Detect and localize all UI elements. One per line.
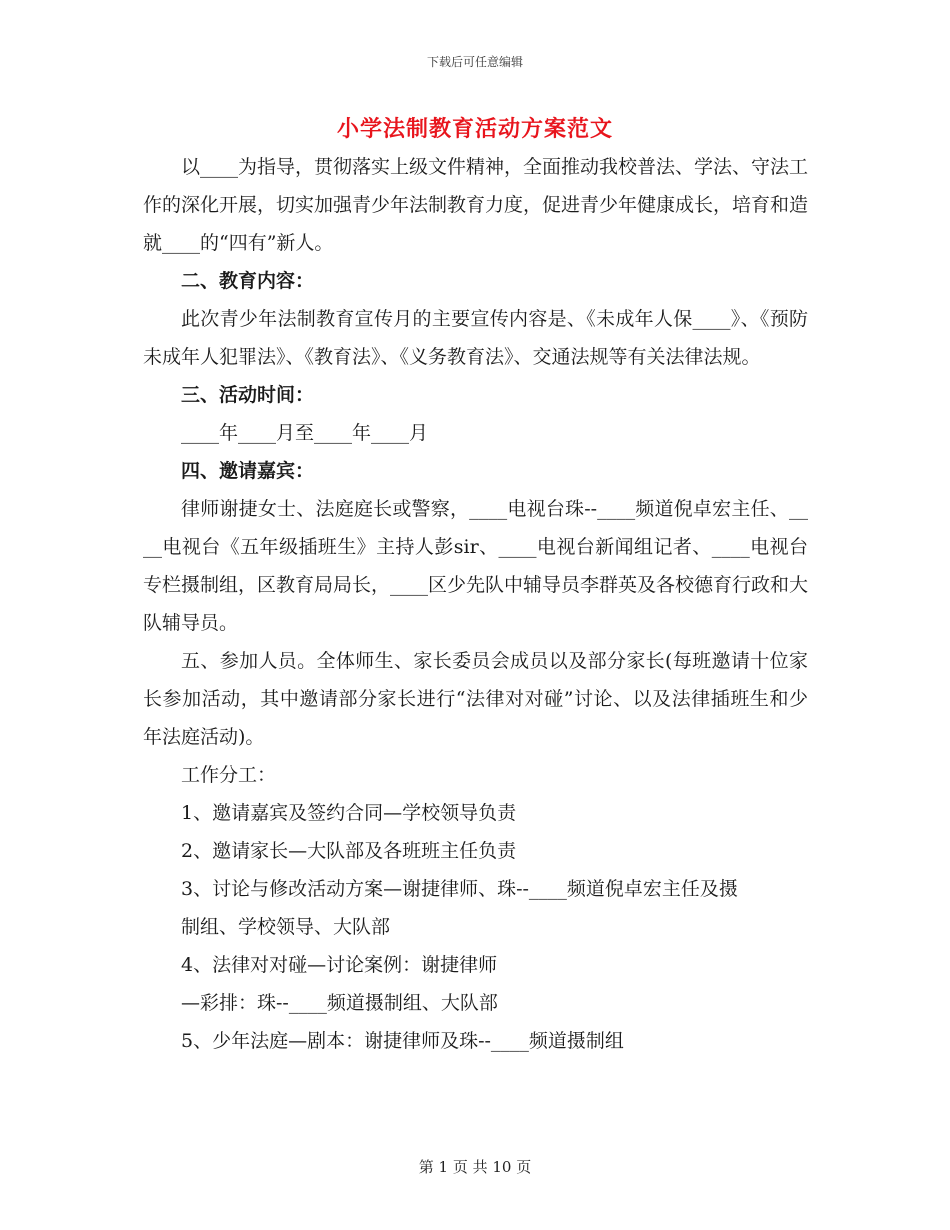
education-content-paragraph: 此次青少年法制教育宣传月的主要宣传内容是、《未成年人保____》、《预防未成年人犯罪法》、《教育法》、《义务教育法》、交通法规等有关法律法规。 bbox=[143, 308, 808, 368]
document-title: 小学法制教育活动方案范文 bbox=[336, 116, 613, 142]
work-division-label: 工作分工： bbox=[181, 764, 277, 786]
work-item-5: 5、少年法庭—剧本：谢捷律师及珠--____频道摄制组 bbox=[181, 1030, 624, 1052]
work-item-3: 3、讨论与修改活动方案—谢捷律师、珠--____频道倪卓宏主任及摄 bbox=[181, 878, 738, 900]
work-item-1: 1、邀请嘉宾及签约合同—学校领导负责 bbox=[181, 802, 517, 824]
intro-paragraph: 以____为指导，贯彻落实上级文件精神，全面推动我校普法、学法、守法工作的深化开展，切实加强青少年法制教育力度，促进青少年健康成长，培育和造就____的“四有”新人。 bbox=[143, 156, 809, 254]
document-body bbox=[143, 148, 808, 1060]
section-heading-invited-guests: 四、邀请嘉宾： bbox=[181, 460, 315, 482]
section-heading-education-content: 二、教育内容： bbox=[181, 270, 315, 292]
activity-time-paragraph: ____年____月至____年____月 bbox=[181, 422, 429, 444]
work-item-3-continued: 制组、学校领导、大队部 bbox=[181, 916, 391, 938]
work-item-4: 4、法律对对碰—讨论案例：谢捷律师 bbox=[181, 954, 498, 976]
header-note: 下载后可任意编辑 bbox=[426, 55, 523, 69]
page-footer: 第 1 页 共 10 页 bbox=[418, 1158, 532, 1176]
work-item-4-rehearsal: —彩排：珠--____频道摄制组、大队部 bbox=[181, 992, 498, 1014]
invited-guests-paragraph: 律师谢捷女士、法庭庭长或警察，____电视台珠--____频道倪卓宏主任、____电视台《五年级插班生》主持人彭sir、____电视台新闻组记者、____电视台专栏摄制组，区教育局局长，____区少先队中辅导员李群英及各校德育行政和大队辅导员。 bbox=[143, 498, 809, 634]
participants-paragraph: 五、参加人员。全体师生、家长委员会成员以及部分家长(每班邀请十位家长参加活动，其中邀请部分家长进行“法律对对碰”讨论、以及法律插班生和少年法庭活动)。 bbox=[143, 650, 808, 748]
work-item-2: 2、邀请家长—大队部及各班班主任负责 bbox=[181, 840, 517, 862]
section-heading-activity-time: 三、活动时间： bbox=[181, 384, 315, 406]
